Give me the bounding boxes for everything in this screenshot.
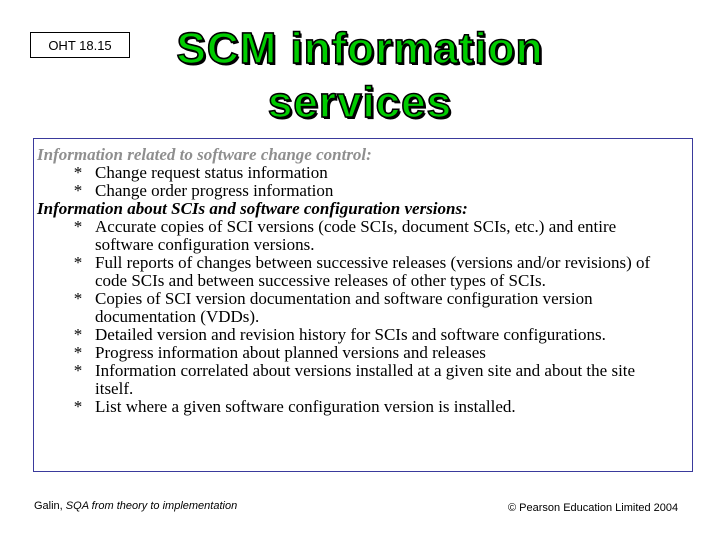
list-item-text: Detailed version and revision history for SCIs and software configurations. bbox=[95, 325, 606, 344]
list-item-text: Change request status information bbox=[95, 163, 328, 182]
footer-copyright: © Pearson Education Limited 2004 bbox=[508, 502, 679, 514]
section-heading-sci-versions: Information about SCIs and software configuration versions: bbox=[37, 199, 468, 218]
list-item-text: Copies of SCI version documentation and software configuration version documentation (VDDs). bbox=[95, 289, 593, 326]
list-item bbox=[37, 218, 687, 254]
slide-label-text: OHT 18.15 bbox=[48, 37, 112, 53]
bullet-star: * bbox=[73, 325, 83, 344]
bullet-star: * bbox=[73, 361, 83, 380]
list-item bbox=[37, 326, 687, 344]
slide-label bbox=[30, 32, 130, 58]
title-line-2: services bbox=[267, 78, 453, 127]
list-item-text: Information correlated about versions installed at a given site and about the site itself. bbox=[95, 361, 636, 398]
list-item bbox=[37, 362, 687, 398]
list-item-text: Full reports of changes between successive releases (versions and/or revisions) of code SCIs and between successive releases of other types of SCIs. bbox=[95, 253, 651, 290]
list-item bbox=[37, 344, 687, 362]
footer-citation bbox=[34, 500, 237, 512]
list-item-text: Accurate copies of SCI versions (code SCIs, document SCIs, etc.) and entire software configuration versions. bbox=[95, 217, 617, 254]
footer-author: Galin, bbox=[34, 500, 66, 512]
bullet-star: * bbox=[73, 289, 83, 308]
bullet-star: * bbox=[73, 163, 83, 182]
bullet-star: * bbox=[73, 343, 83, 362]
title-line-1: SCM information bbox=[176, 24, 544, 73]
footer-book-title: SQA from theory to implementation bbox=[65, 500, 238, 512]
bullet-star: * bbox=[73, 217, 83, 236]
list-item bbox=[37, 164, 687, 182]
list-item bbox=[37, 290, 687, 326]
bullet-star: * bbox=[73, 181, 83, 200]
list-item-text: List where a given software configuration version is installed. bbox=[95, 397, 516, 416]
list-item bbox=[37, 398, 687, 416]
slide-title bbox=[150, 22, 570, 130]
bullet-star: * bbox=[73, 397, 83, 416]
list-item-text: Progress information about planned versions and releases bbox=[95, 343, 486, 362]
list-item-text: Change order progress information bbox=[95, 181, 334, 200]
section-heading-change-control: Information related to software change control: bbox=[37, 145, 372, 164]
bullet-star: * bbox=[73, 253, 83, 272]
slide-content bbox=[37, 146, 687, 416]
list-item bbox=[37, 254, 687, 290]
list-item bbox=[37, 182, 687, 200]
